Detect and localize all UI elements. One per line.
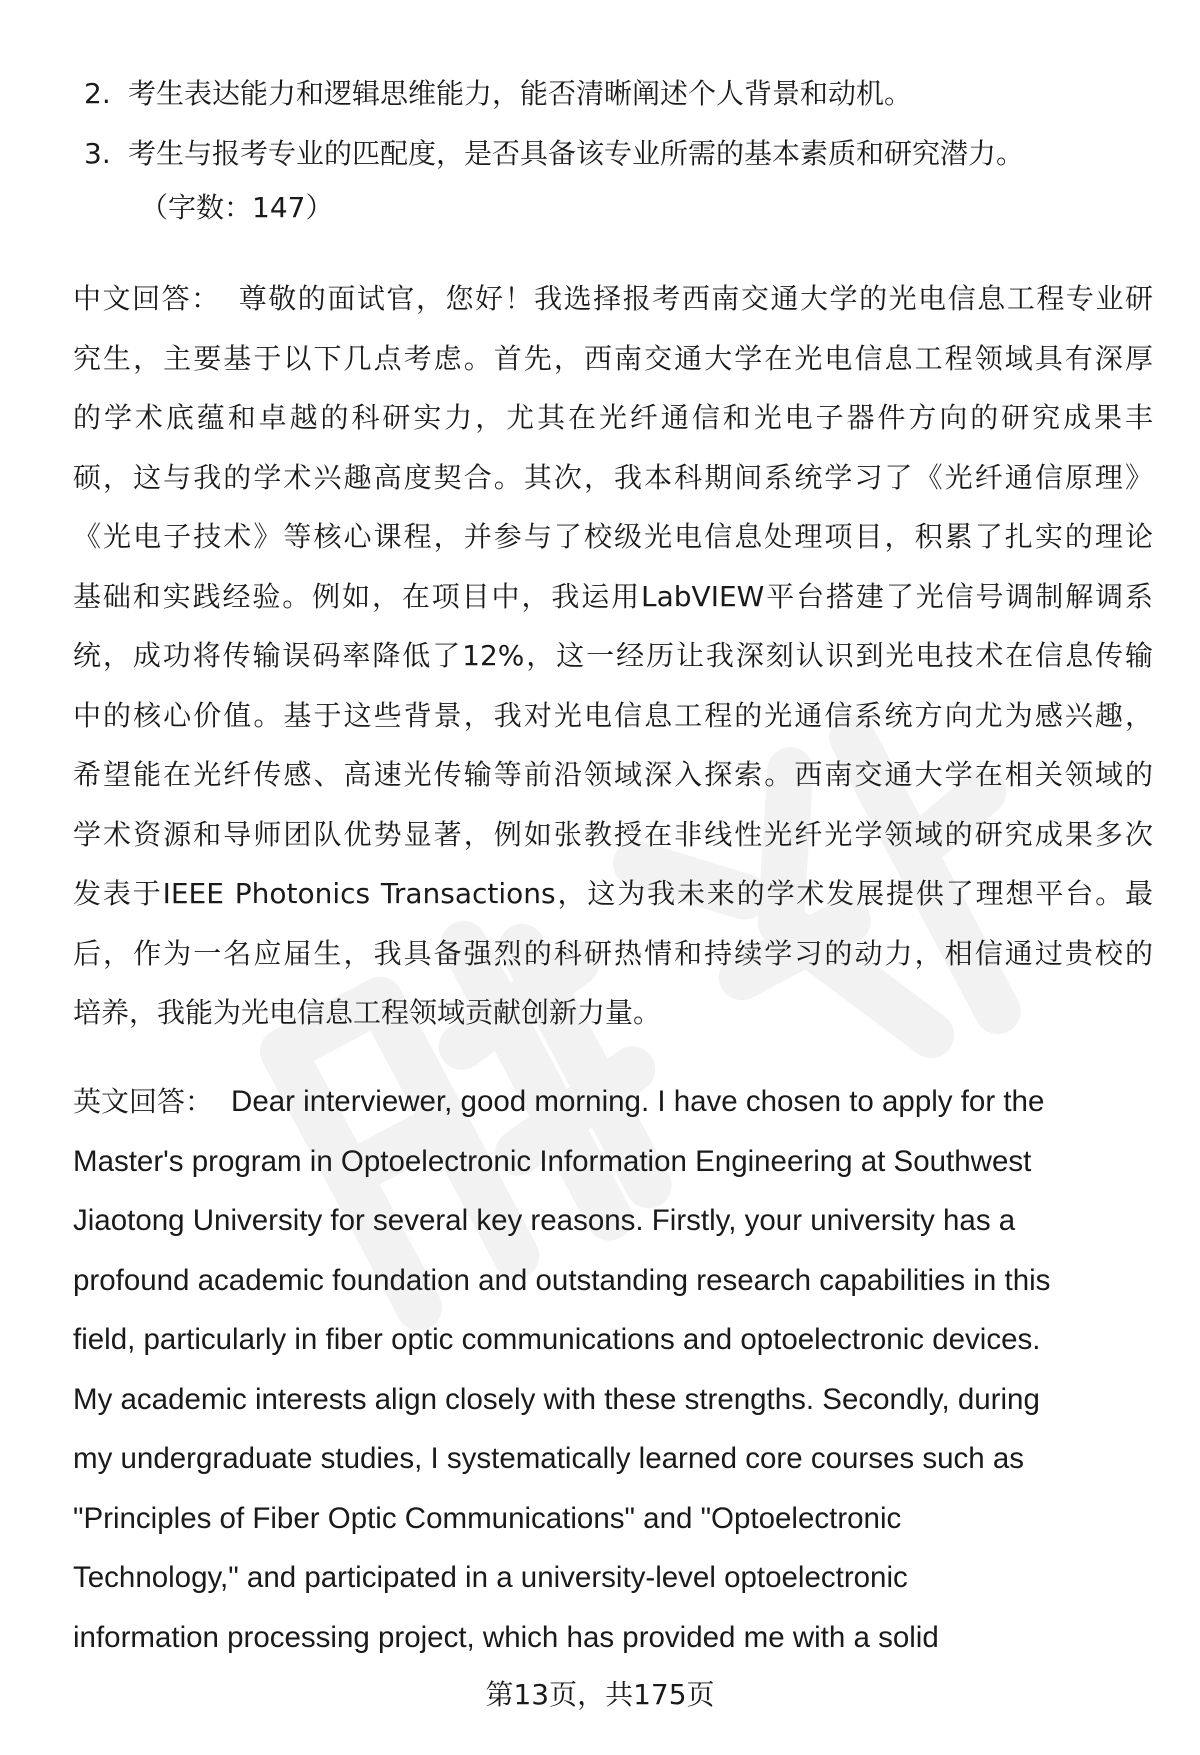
page-number-footer: 第13页，共175页 <box>485 1678 715 1711</box>
list-item-text: 考生与报考专业的匹配度，是否具备该专业所需的基本素质和研究潜力。 <box>128 137 1025 170</box>
paragraph-line: profound academic foundation and outstanding research capabilities in this <box>73 1263 1051 1297</box>
paragraph-line: 基础和实践经验。例如，在项目中，我运用LabVIEW平台搭建了光信号调制解调系 <box>73 579 1153 613</box>
paragraph-line: 学术资源和导师团队优势显著，例如张教授在非线性光纤光学领域的研究成果多次 <box>73 817 1153 851</box>
paragraph-line: 统，成功将传输误码率降低了12%，这一经历让我深刻认识到光电技术在信息传输 <box>73 639 1153 672</box>
paragraph-line: 中的核心价值。基于这些背景，我对光电信息工程的光通信系统方向尤为感兴趣， <box>73 698 1153 732</box>
paragraph-line: 培养，我能为光电信息工程领域贡献创新力量。 <box>73 996 662 1029</box>
paragraph-line: 英文回答： Dear interviewer, good morning. I have chosen to apply for the <box>73 1085 1045 1118</box>
paragraph-line: information processing project, which has provided me with a solid <box>73 1620 939 1654</box>
paragraph-line: "Principles of Fiber Optic Communications" and "Optoelectronic <box>73 1501 902 1535</box>
paragraph-line: field, particularly in fiber optic communications and optoelectronic devices. <box>73 1323 1041 1356</box>
evaluation-criteria-list <box>84 64 1144 184</box>
paragraph-line: my undergraduate studies, I systematically learned core courses such as <box>73 1442 1025 1475</box>
list-item-text: 考生表达能力和逻辑思维能力，能否清晰阐述个人背景和动机。 <box>128 77 913 110</box>
paragraph-line: 《光电子技术》等核心课程，并参与了校级光电信息处理项目，积累了扎实的理论 <box>73 520 1153 553</box>
paragraph-line: Technology," and participated in a university-level optoelectronic <box>73 1561 908 1594</box>
paragraph-line: 发表于IEEE Photonics Transactions，这为我未来的学术发展提供了理想平台。最 <box>73 877 1153 910</box>
paragraph-line: 希望能在光纤传感、高速光传输等前沿领域深入探索。西南交通大学在相关领域的 <box>73 758 1153 791</box>
paragraph-line: 中文回答： 尊敬的面试官，您好！我选择报考西南交通大学的光电信息工程专业研 <box>73 282 1153 315</box>
list-item-number: 2. <box>84 77 111 110</box>
list-item <box>84 64 1144 124</box>
paragraph-line: My academic interests align closely with these strengths. Secondly, during <box>73 1382 1040 1416</box>
chinese-answer-paragraph <box>73 269 1153 1043</box>
list-item <box>84 124 1144 184</box>
paragraph-line: 后，作为一名应届生，我具备强烈的科研热情和持续学习的动力，相信通过贵校的 <box>73 936 1153 970</box>
chinese-answer-label: 中文回答： <box>73 282 221 315</box>
paragraph-line: Master's program in Optoelectronic Information Engineering at Southwest <box>73 1144 1032 1178</box>
english-answer-paragraph <box>73 1072 1153 1667</box>
paragraph-line: Jiaotong University for several key reasons. Firstly, your university has a <box>73 1204 1016 1237</box>
word-count: （字数：147） <box>140 191 334 224</box>
english-answer-label: 英文回答： <box>73 1085 214 1118</box>
list-item-number: 3. <box>84 137 111 170</box>
paragraph-line: 的学术底蕴和卓越的科研实力，尤其在光纤通信和光电子器件方向的研究成果丰 <box>73 401 1153 434</box>
paragraph-line: 硕，这与我的学术兴趣高度契合。其次，我本科期间系统学习了《光纤通信原理》 <box>73 460 1153 494</box>
paragraph-line: 究生，主要基于以下几点考虑。首先，西南交通大学在光电信息工程领域具有深厚 <box>73 341 1153 375</box>
